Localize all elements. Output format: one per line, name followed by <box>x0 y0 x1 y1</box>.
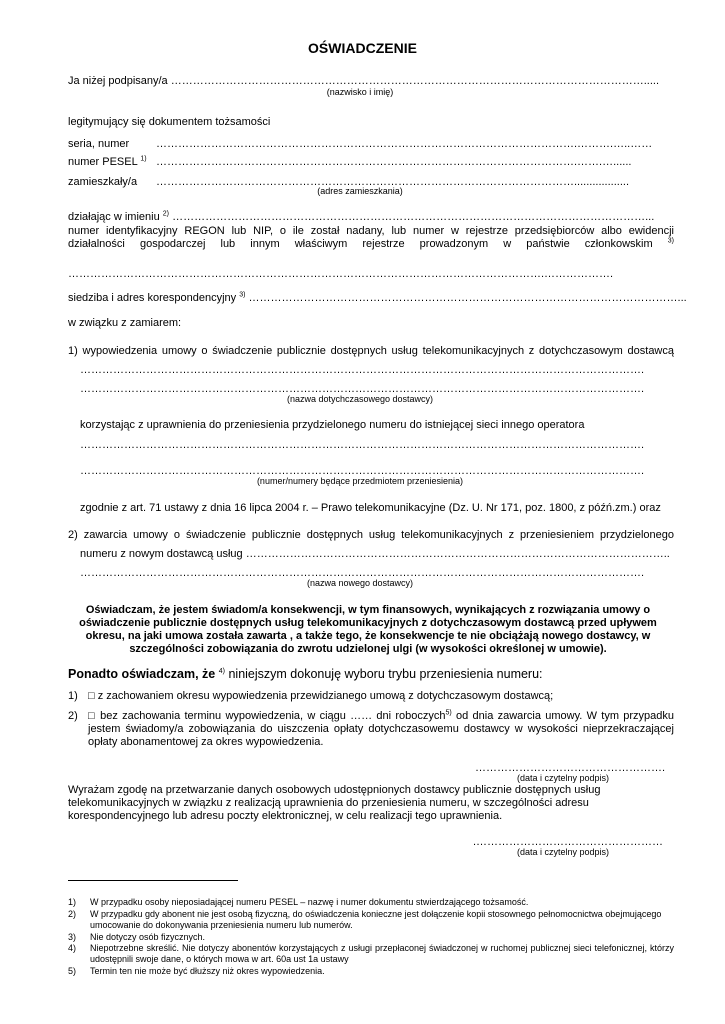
series-number-field[interactable]: …………………………………………………………………………………………………….……….…..…… <box>156 138 653 150</box>
footnote-text: W przypadku osoby nieposiadającej numeru PESEL – nazwę i numer dokumentu stwierdzającego tożsamość. <box>90 897 529 907</box>
option1-number: 1) <box>68 690 78 702</box>
pesel-footnote-ref: 1) <box>140 155 147 163</box>
footnote-text: W przypadku gdy abonent nie jest osobą fizyczną, do oświadczenia konieczne jest dołączenie kopii stosownego pełnomocnictwa obejmującego umocowanie do dokonywania przeniesienia numeru lub numerów. <box>90 909 662 930</box>
footnote-text: Niepotrzebne skreślić. Nie dotyczy abonentów korzystających z usługi przepłaconej świadczonej w ruchomej publicznej sieci telefonicznej, którzy udostępnili swoje dane, o których mowa w art. 60a ust 1a ustawy <box>90 943 674 964</box>
item1-field-1[interactable]: ………………………………………………………………………………………………………………………………………. <box>80 364 645 376</box>
footnote-2 <box>68 909 674 931</box>
caption-previous-provider: (nazwa dotychczasowego dostawcy) <box>286 394 434 404</box>
identity-document-label: legitymujący się dokumentem tożsamości <box>68 116 271 128</box>
footnote-5 <box>68 966 674 977</box>
address-label: zamieszkały/a <box>68 176 138 188</box>
option2-number: 2) <box>68 710 78 722</box>
option2-text-b: od dnia zawarcia umowy. W tym przypadku jestem świadomy/a zobowiązania do uiszczenia opłaty dotychczasowemu dostawcy w wysokości nieprzekraczającej opłaty abonamentowej za okres wypowiedzenia. <box>88 710 674 748</box>
pesel-field[interactable]: …………………………………………………………………………………………………….…….…...... <box>156 156 632 168</box>
footnote-3 <box>68 932 674 943</box>
consequences-statement: Oświadczam, że jestem świadom/a konsekwencji, w tym finansowych, wynikających z rozwiązania umowy o oświadczenie publicznie dostępnych usług telekomunikacyjnych z dotychczasowym dostawcą przed upływem okresu, na jaki umowa została zawarta , a także tego, że konsekwencje te nie obciążają nowego dostawcy, w szczególności zobowiązania do zwrotu udzielonej ulgi (w wysokości określonej w umowie). <box>79 604 657 655</box>
footnote-number: 4) <box>68 943 77 953</box>
regon-paragraph <box>68 225 674 250</box>
name-line[interactable]: Ja niżej podpisany/a …………………………………………………………………………………………………………………..... <box>68 75 660 87</box>
signature-field-1[interactable]: ……………………………………………. <box>475 762 666 774</box>
acting-on-behalf-line[interactable] <box>68 211 654 224</box>
regon-field[interactable]: ………………………………………………………………………………………………………………….………………. <box>68 268 614 280</box>
acting-footnote-ref: 2) <box>162 210 170 218</box>
address-field[interactable]: …………………………………………………………………………………………………….................. <box>156 176 630 188</box>
footnote-number: 3) <box>68 932 77 942</box>
caption-new-provider: (nazwa nowego dostawcy) <box>306 578 414 588</box>
regon-footnote-ref: 3) <box>667 236 674 244</box>
option1-checkbox[interactable]: □ z zachowaniem okresu wypowiedzenia przewidzianego umową z dotychczasowym dostawcą; <box>88 690 554 702</box>
porting-field-1[interactable]: ………………………………………………………………………………………………………………………………………. <box>80 439 645 451</box>
law-reference: zgodnie z art. 71 ustawy z dnia 16 lipca 2004 r. – Prawo telekomunikacyjne (Dz. U. Nr 171, poz. 1800, z późń.zm.) oraz <box>80 502 661 514</box>
data-processing-consent: Wyrażam zgodę na przetwarzanie danych osobowych udostępnionych dostawcy publicznie dostępnych usług telekomunikacyjnych w związku z realizacją uprawnienia do przeniesienia numeru, w szczególności adresu korespondencyjnego lub adresu poczty elektronicznej, w celu realizacji tego uprawnienia. <box>68 784 601 822</box>
footnote-number: 1) <box>68 897 77 907</box>
intent-label: w związku z zamiarem: <box>68 317 182 329</box>
seat-line[interactable] <box>68 292 687 305</box>
pesel-label-text: numer PESEL <box>68 156 138 168</box>
signature-caption-1: (data i czytelny podpis) <box>517 773 610 783</box>
further-statement <box>68 667 543 682</box>
further-rest: niniejszym dokonuję wyboru trybu przeniesienia numeru: <box>228 667 543 681</box>
seat-field[interactable]: ………………………………………………………………………………………………………... <box>248 292 687 304</box>
further-bold: Ponadto oświadczam, że <box>68 667 216 681</box>
porting-text: korzystając z uprawnienia do przeniesienia przydzielonego numeru do istniejącej sieci innego operatora <box>80 419 585 431</box>
item1-text: 1) wypowiedzenia umowy o świadczenie publicznie dostępnych usług telekomunikacyjnych z dotychczasowym dostawcą <box>68 345 674 357</box>
acting-label: działając w imieniu <box>68 211 160 223</box>
footnote-text: Termin ten nie może być dłuższy niż okres wypowiedzenia. <box>90 966 325 976</box>
item1-field-2[interactable]: ………………………………………………………………………………………………………………………………………. <box>80 383 645 395</box>
signature-field-2[interactable]: .…………………………………………… <box>473 836 664 848</box>
option2-footnote-ref: 5) <box>445 709 452 717</box>
seat-footnote-ref: 3) <box>239 291 246 299</box>
footnote-number: 5) <box>68 966 77 976</box>
series-number-label: seria, numer <box>68 138 130 150</box>
acting-field[interactable]: …………………………………………………………………………………………………………………... <box>172 211 655 223</box>
regon-text: numer identyfikacyjny REGON lub NIP, o ile został nadany, lub numer w rejestrze przedsiębiorców albo ewidencji działalności gospodarczej lub innym właściwym rejestrze prowadzonym w państwie członkowskim <box>68 225 674 250</box>
porting-field-2[interactable]: ………………………………………………………………………………………………………………………………………. <box>80 465 645 477</box>
footnote-divider <box>68 880 238 881</box>
pesel-label <box>68 156 147 169</box>
footnote-4 <box>68 943 674 965</box>
item2-text: 2) zawarcia umowy o świadczenie publicznie dostępnych usług telekomunikacyjnych z przeniesieniem przydzielonego <box>68 529 674 541</box>
document-title: OŚWIADCZENIE <box>308 40 417 56</box>
further-footnote-ref: 4) <box>218 667 225 675</box>
caption-numbers: (numer/numery będące przedmiotem przeniesienia) <box>256 476 464 486</box>
option2-text-a: □ bez zachowania terminu wypowiedzenia, w ciągu …… dni roboczych <box>88 710 446 722</box>
signature-caption-2: (data i czytelny podpis) <box>517 847 610 857</box>
option2-checkbox[interactable] <box>88 710 674 749</box>
caption-name: (nazwisko i imię) <box>326 87 394 97</box>
footnote-text: Nie dotyczy osób fizycznych. <box>90 932 206 942</box>
item2-field[interactable]: ………………………………………………………………………………………………………………………………………. <box>80 567 645 579</box>
caption-address: (adres zamieszkania) <box>317 186 403 196</box>
footnote-1 <box>68 897 674 908</box>
seat-label: siedziba i adres korespondencyjny <box>68 292 237 304</box>
footnote-number: 2) <box>68 909 77 919</box>
item2-new-provider-line[interactable]: numeru z nowym dostawcą usług …………………………………………………………………………………………………….. <box>80 548 670 560</box>
